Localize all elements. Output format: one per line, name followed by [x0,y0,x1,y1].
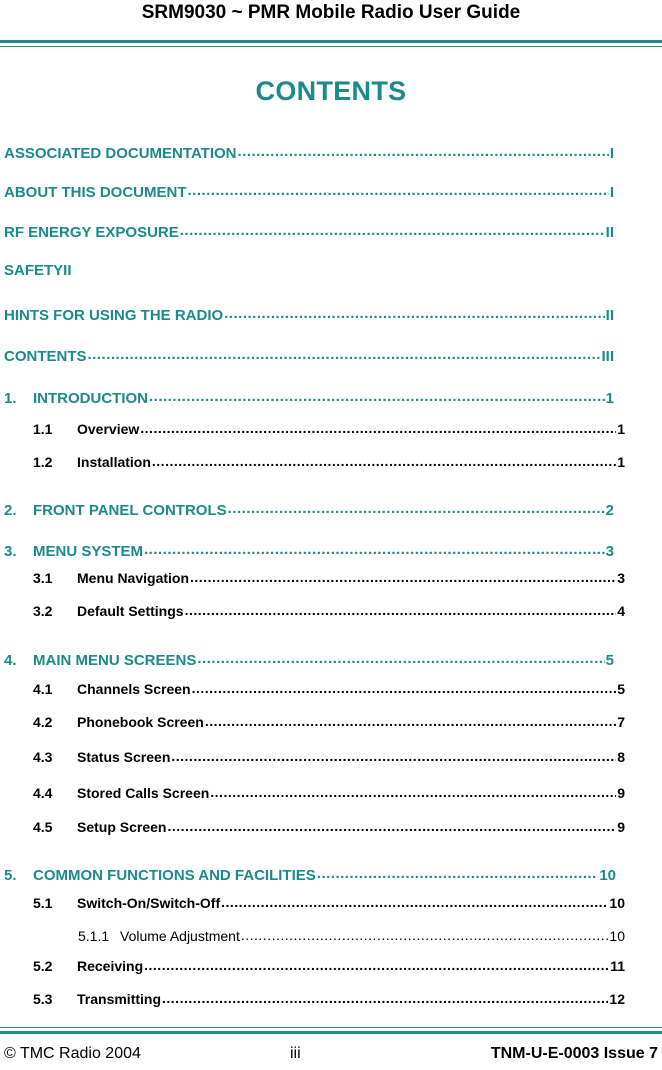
toc-entry-hints-for-using-the-radio[interactable] [4,305,614,324]
toc-entry-page: II [605,224,614,241]
contents-heading: CONTENTS [255,76,407,106]
toc-entry-number: 4.2 [33,714,53,730]
toc-entry-text: Volume Adjustment [120,928,240,944]
toc-entry-number: 1.1 [33,421,53,437]
toc-entry-about-this-document[interactable] [4,182,614,201]
toc-entry-text: MAIN MENU SCREENS [33,652,197,669]
toc-entry-page: I [609,184,614,201]
toc-entry-page: 10 [599,867,616,884]
toc-leader-dots [167,818,616,832]
toc-leader-dots [162,990,608,1004]
toc-entry-page: 9 [617,785,625,801]
toc-entry-text: CONTENTS [4,348,87,365]
toc-entry-channels-screen[interactable] [33,680,625,697]
toc-entry-text: Installation [77,454,151,470]
toc-leader-dots [228,500,605,515]
toc-leader-dots [188,182,609,197]
toc-entry-text: COMMON FUNCTIONS AND FACILITIES [33,867,316,884]
toc-entry-number: 4.5 [33,819,53,835]
toc-entry-page: 5 [617,681,625,697]
toc-entry-safety[interactable] [4,262,614,279]
footer-rule-bottom [0,1031,662,1034]
toc-entry-page: 9 [617,819,625,835]
toc-entry-page: 10 [609,895,625,911]
toc-entry-page: 3 [617,570,625,586]
toc-leader-dots [197,650,604,665]
toc-entry-number: 4.1 [33,681,53,697]
toc-leader-dots [149,388,605,403]
toc-entry-phonebook-screen[interactable] [33,713,625,730]
toc-entry-status-screen[interactable] [33,748,625,765]
toc-entry-text: RF ENERGY EXPOSURE [4,224,179,241]
toc-entry-page: 5 [605,652,614,669]
toc-leader-dots [224,305,604,320]
toc-entry-associated-documentation[interactable] [4,143,614,162]
toc-leader-dots [144,957,609,971]
toc-leader-dots [171,748,616,762]
toc-entry-transmitting[interactable] [33,990,625,1007]
footer-page-number: iii [290,1045,301,1062]
toc-entry-page: I [609,145,614,162]
toc-entry-text: Transmitting [77,991,162,1007]
footer-document-id: TNM-U-E-0003 Issue 7 [490,1045,658,1062]
toc-entry-menu-system[interactable] [4,541,614,560]
toc-entry-page: 10 [609,928,625,944]
toc-entry-text: Switch-On/Switch-Off [77,895,221,911]
toc-entry-text: Phonebook Screen [77,714,204,730]
toc-entry-text: Status Screen [77,749,171,765]
toc-entry-menu-navigation[interactable] [33,569,625,586]
footer-copyright: © TMC Radio 2004 [4,1045,141,1062]
toc-leader-dots [205,713,616,727]
toc-entry-installation[interactable] [33,453,625,470]
toc-leader-dots [180,222,605,237]
toc-entry-number: 1.2 [33,454,53,470]
toc-entry-number: 3. [4,543,17,560]
toc-entry-text: Overview [77,421,140,437]
toc-entry-number: 2. [4,502,17,519]
toc-entry-text: Menu Navigation [77,570,190,586]
toc-leader-dots [185,602,617,616]
header-rule-bottom [0,46,662,47]
toc-entry-number: 1. [4,390,17,407]
toc-entry-receiving[interactable] [33,957,625,974]
toc-entry-text: SAFETYII [4,262,72,279]
toc-entry-number: 5.2 [33,958,53,974]
toc-entry-number: 4.3 [33,749,53,765]
toc-entry-page: 11 [610,958,625,974]
toc-entry-page: 1 [617,454,625,470]
toc-entry-volume-adjustment[interactable] [78,927,625,944]
toc-leader-dots [140,420,616,434]
toc-entry-page: 8 [617,749,625,765]
toc-entry-text: Receiving [77,958,144,974]
toc-leader-dots [152,453,616,467]
toc-entry-number: 3.2 [33,603,53,619]
toc-entry-common-functions-and-facilities[interactable] [4,865,616,884]
footer-rule-top [0,1027,662,1028]
toc-entry-stored-calls-screen[interactable] [33,784,625,801]
toc-leader-dots [210,784,616,798]
document-header-title: SRM9030 ~ PMR Mobile Radio User Guide [141,2,521,23]
toc-entry-switch-on-switch-off[interactable] [33,894,625,911]
toc-leader-dots [241,927,609,941]
toc-entry-number: 3.1 [33,570,53,586]
toc-entry-text: INTRODUCTION [33,390,148,407]
toc-entry-default-settings[interactable] [33,602,625,619]
toc-entry-page: II [605,307,614,324]
toc-entry-number: 4. [4,652,17,669]
toc-entry-number: 5.3 [33,991,53,1007]
toc-entry-page: 12 [609,991,625,1007]
document-footer [0,1045,662,1069]
toc-entry-page: 1 [617,421,625,437]
toc-entry-rf-energy-exposure[interactable] [4,222,614,241]
toc-leader-dots [144,541,605,556]
toc-entry-main-menu-screens[interactable] [4,650,614,669]
toc-entry-number: 5.1 [33,895,53,911]
toc-entry-number: 5.1.1 [78,928,110,944]
toc-entry-text: ASSOCIATED DOCUMENTATION [4,145,237,162]
toc-entry-page: 4 [617,603,625,619]
toc-entry-introduction[interactable] [4,388,614,407]
toc-entry-text: FRONT PANEL CONTROLS [33,502,227,519]
toc-entry-overview[interactable] [33,420,625,437]
toc-entry-text: MENU SYSTEM [33,543,144,560]
toc-leader-dots [192,680,617,694]
toc-entry-text: ABOUT THIS DOCUMENT [4,184,187,201]
toc-entry-number: 4.4 [33,785,53,801]
toc-entry-text: Setup Screen [77,819,167,835]
toc-entry-setup-screen[interactable] [33,818,625,835]
toc-entry-text: HINTS FOR USING THE RADIO [4,307,224,324]
toc-entry-number: 5. [4,867,17,884]
toc-entry-text: Default Settings [77,603,184,619]
toc-entry-text: Channels Screen [77,681,191,697]
toc-leader-dots [88,346,601,361]
toc-entry-page: 2 [605,502,614,519]
toc-entry-page: 7 [617,714,625,730]
toc-entry-text: Stored Calls Screen [77,785,210,801]
toc-leader-dots [221,894,608,908]
toc-entry-front-panel-controls[interactable] [4,500,614,519]
toc-entry-page: 1 [605,390,614,407]
header-rule-top [0,40,662,43]
toc-entry-page: III [601,348,614,365]
toc-leader-dots [238,143,609,158]
toc-leader-dots [317,865,599,880]
toc-leader-dots [190,569,616,583]
toc-entry-page: 3 [605,543,614,560]
toc-entry-contents[interactable] [4,346,614,365]
